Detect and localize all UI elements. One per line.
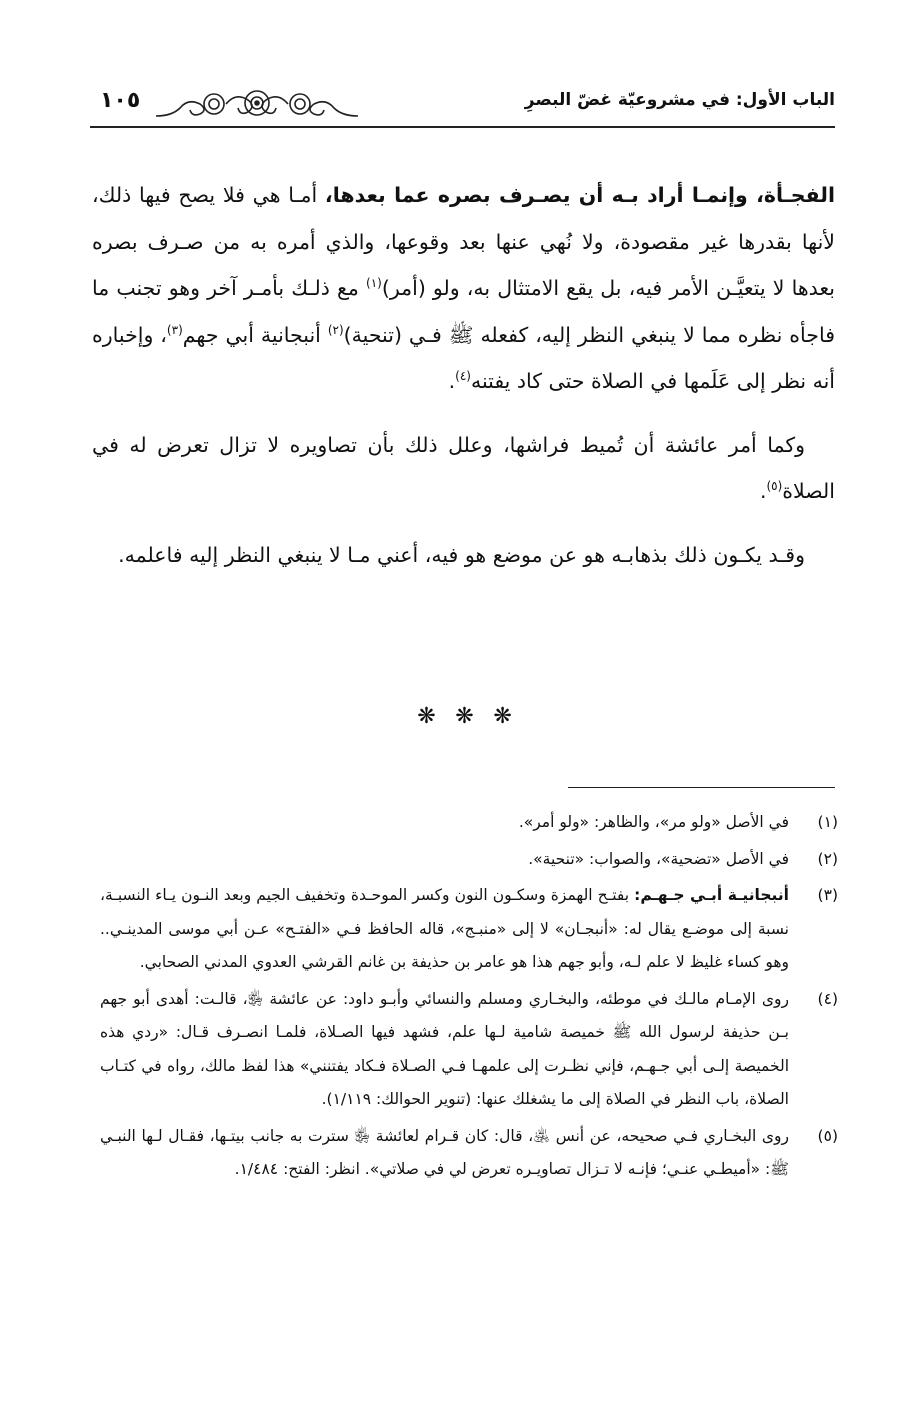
- footnote-term: أنبجانيـة أبـي جـهـم:: [634, 886, 789, 904]
- paragraph-2: [92, 422, 835, 515]
- footnote-text: في الأصل «ولو مر»، والظاهر: «ولو أمر».: [518, 813, 789, 831]
- footnote-ref-4[interactable]: (٤): [455, 369, 471, 384]
- footnote-text: في الأصل «تضحية»، والصواب: «تنحية».: [528, 849, 789, 868]
- paragraph-3: وقـد يكـون ذلك بذهابـه هو عن موضع هو فيه، أعني مـا لا ينبغي النظر إليه فاعلمه.: [118, 542, 805, 567]
- text-run: ، وإخباره أنه نظر إلى عَلَمها في الصلاة حتى كاد يفتنه: [92, 322, 835, 393]
- footnote-2: [100, 843, 838, 877]
- text-run: .: [448, 369, 456, 393]
- footnote-number: (٤): [817, 989, 838, 1008]
- text-run: أمـا هي فلا يصح فيها ذلك، لأنها بقدرها غير مقصودة، ولا نُهي عنها بعد وقوعها، والذي أمره به من صـرف بصره بعدها لا يتعيَّـن الأمر فيه، بل يقع الامتثال به، ولو (أمر): [92, 183, 835, 300]
- footnote-rule: [568, 787, 835, 788]
- footnotes: [100, 806, 838, 1190]
- footnote-text: بفتـح الهمزة وسكـون النون وكسر الموحـدة وتخفيف الجيم وبعد النـون يـاء النسبـة، نسبة إلى موضـع يقال له: «أنبجـان» لا إلى «منبـج»، قاله الحافظ فـي «الفتـح» عـن أبي موسى المدينـي.. وهو كساء غليظ لا علم لـه، وأبو جهم هذا هو عامر بن حذيفة بن غانم القرشي العدوي المدني الصحابي.: [100, 886, 789, 971]
- text-run: أنبجانية أبي جهم: [182, 322, 328, 347]
- footnote-ref-1[interactable]: (١): [366, 276, 382, 291]
- footnote-number: (٢): [817, 849, 838, 868]
- footnote-number: (٥): [817, 1126, 838, 1145]
- footnote-5: [100, 1120, 838, 1187]
- footnote-4: [100, 983, 838, 1117]
- text-run: وكما أمر عائشة أن تُميط فراشها، وعلل ذلك بأن تصاويره لا تزال تعرض له في الصلاة: [92, 432, 835, 503]
- footnote-number: (١): [817, 813, 838, 831]
- footnote-text: روى البخـاري فـي صحيحه، عن أنس ﵁، قال: كان قـرام لعائشة ﵂ سترت به جانب بيتـها، فقـال لـها النبـي ﷺ: «أميطـي عنـي؛ فإنـه لا تـزال تصاويـره تعرض لي في صلاتي». انظر: الفتح: ١/٤٨٤.: [100, 1126, 789, 1178]
- chapter-title: الباب الأول: في مشروعيّة غضّ البصرِ: [524, 90, 835, 110]
- footnote-number: (٣): [817, 886, 838, 904]
- footnote-text: روى الإمـام مالـك في موطئه، والبخـاري ومسلم والنسائي وأبـو داود: عن عائشة ﵂، قالـت: أهدى أبو جهم بـن حذيفة لرسول الله ﷺ خميصة شامية لـها علم، فشهد فيها الصـلاة، فلمـا انصـرف قـال: «ردي هذه الخميصة إلـى أبي جـهـم، فإني نظـرت إلى علمهـا فـي الصـلاة فـكاد يفتنني» هذا لفظ مالك، رواه في كتـاب الصلاة، باب النظر في الصلاة إلى ما يشغلك عنها: (تنوير الحوالك: ١/١١٩).: [100, 989, 789, 1108]
- main-text: [92, 172, 835, 595]
- footnote-3: [100, 879, 838, 980]
- floral-ornament-icon: [152, 86, 362, 122]
- footnote-ref-3[interactable]: (٣): [166, 322, 183, 337]
- footnote-1: [100, 806, 838, 840]
- header-rule: [90, 126, 835, 128]
- paragraph-1: [92, 172, 835, 405]
- running-header: [90, 86, 835, 130]
- footnote-ref-2[interactable]: (٢): [327, 322, 344, 337]
- text-run: مع ذلـك بأمـر آخر وهو تجنب ما فاجأه نظره مما لا ينبغي النظر إليه، كفعله ﷺ فـي (تنحية): [92, 276, 835, 347]
- footnote-ref-5[interactable]: (٥): [766, 479, 783, 494]
- text-run: .: [759, 479, 767, 503]
- section-separator: ❋ ❋ ❋: [417, 704, 518, 729]
- page-number: ١٠٥: [100, 88, 141, 113]
- bold-phrase: الفجـأة، وإنمـا أراد بـه أن يصـرف بصره عما بعدها،: [324, 183, 835, 207]
